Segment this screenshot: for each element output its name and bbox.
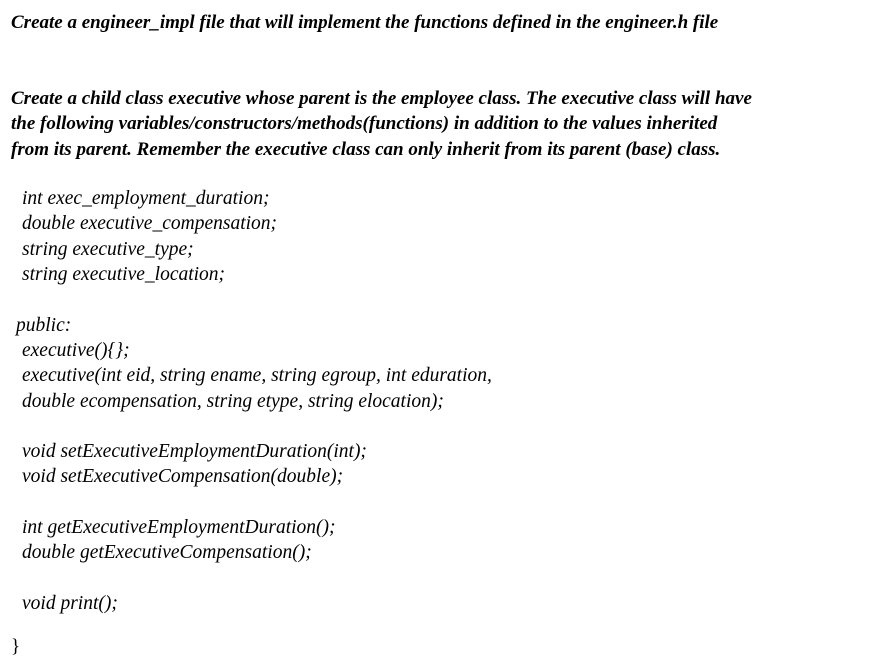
instruction-child-class <box>11 86 752 162</box>
code-line: executive(){}; <box>22 340 130 361</box>
instruction-impl-file <box>11 10 718 35</box>
code-fields-block <box>22 186 277 287</box>
instruction-line: from its parent. Remember the executive class can only inherit from its parent (base) class. <box>11 138 721 160</box>
code-line: void print(); <box>22 592 118 614</box>
code-line: double ecompensation, string etype, string elocation); <box>22 390 444 412</box>
code-closing-brace: } <box>11 636 21 657</box>
code-line: void setExecutiveCompensation(double); <box>22 466 344 488</box>
code-line: string executive_type; <box>22 238 194 260</box>
code-line: double executive_compensation; <box>22 213 278 235</box>
code-line: int exec_employment_duration; <box>22 188 270 209</box>
code-line: executive(int eid, string ename, string egroup, int eduration, <box>22 365 492 387</box>
code-line: void setExecutiveEmploymentDuration(int); <box>22 441 367 463</box>
code-line: int getExecutiveEmploymentDuration(); <box>22 517 336 539</box>
code-blank-line <box>22 566 492 591</box>
code-line: string executive_location; <box>22 263 226 285</box>
code-line: double getExecutiveCompensation(); <box>22 542 312 564</box>
instruction-line: the following variables/constructors/methods(functions) in addition to the values inherited <box>11 113 718 135</box>
instruction-line: Create a engineer_impl file that will implement the functions defined in the engineer.h file <box>11 12 719 33</box>
code-blank-line <box>22 490 492 515</box>
code-line: public: <box>16 315 72 336</box>
code-methods-block <box>22 338 492 616</box>
instruction-line: Create a child class executive whose parent is the employee class. The executive class will have <box>11 88 752 109</box>
code-blank-line <box>22 414 492 439</box>
code-access-specifier <box>16 313 71 338</box>
